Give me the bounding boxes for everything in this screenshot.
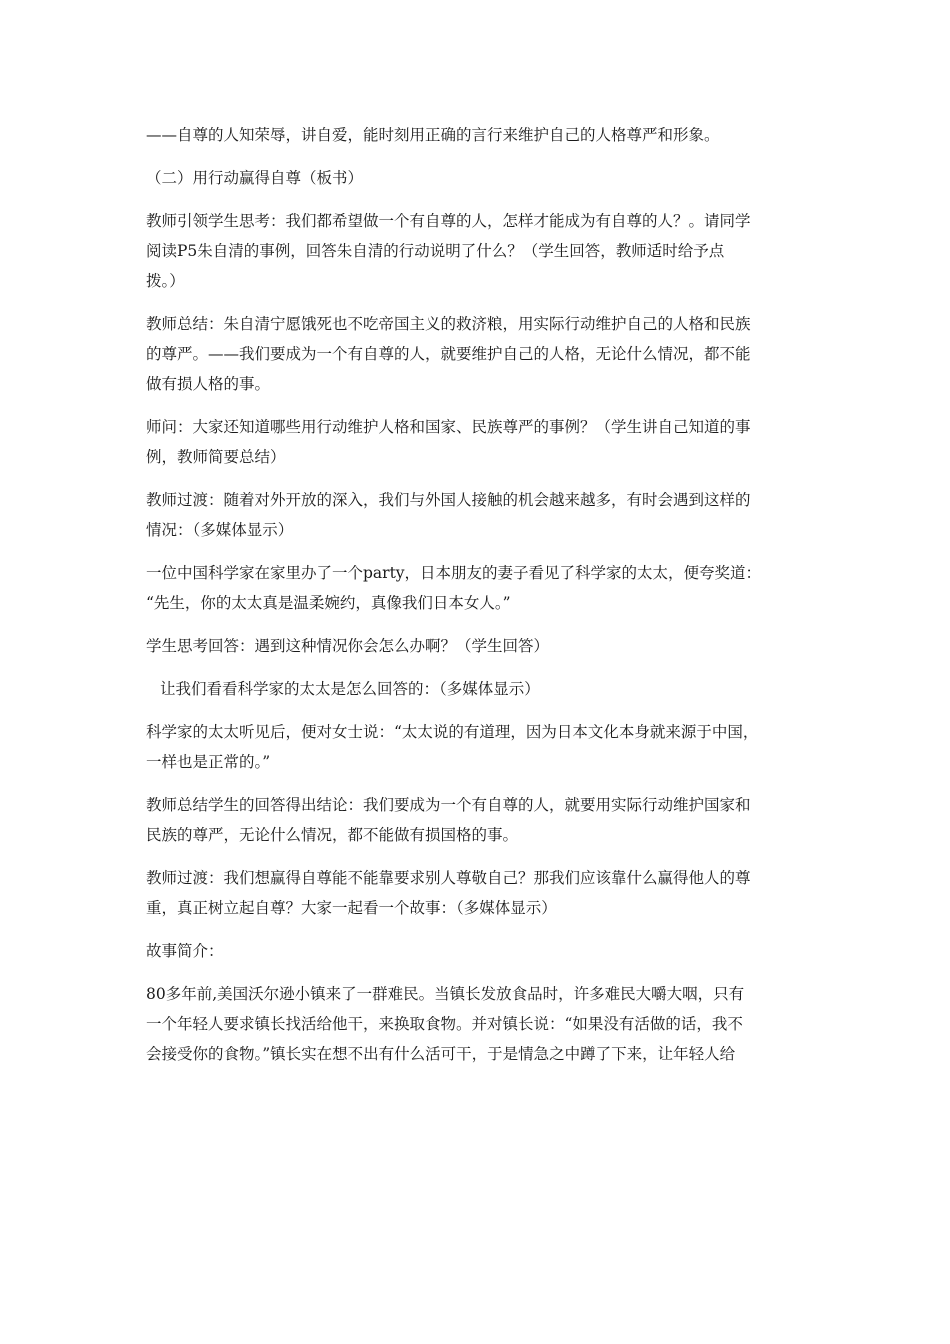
- paragraph: [146, 790, 810, 850]
- text-line: 会接受你的食物。”镇长实在想不出有什么活可干，于是情急之中蹲了下来，让年轻人给: [146, 1045, 736, 1063]
- paragraph: [146, 674, 810, 704]
- text-line: 师问：大家还知道哪些用行动维护人格和国家、民族尊严的事例？（学生讲自己知道的事: [146, 418, 751, 436]
- paragraph: [146, 309, 810, 399]
- paragraph: [146, 717, 810, 777]
- text-line: 阅读P5朱自清的事例，回答朱自清的行动说明了什么？（学生回答，教师适时给予点: [146, 242, 725, 260]
- paragraph: [146, 206, 810, 296]
- text-line: 教师总结：朱自清宁愿饿死也不吃帝国主义的救济粮，用实际行动维护自己的人格和民族: [146, 315, 751, 333]
- text-line: 故事简介：: [146, 942, 224, 960]
- text-line: 做有损人格的事。: [146, 375, 271, 393]
- text-line: 例，教师简要总结）: [146, 448, 286, 466]
- text-line: 让我们看看科学家的太太是怎么回答的：（多媒体显示）: [160, 680, 540, 698]
- text-line: 科学家的太太听见后，便对女士说：“太太说的有道理，因为日本文化本身就来源于中国，: [146, 723, 759, 741]
- paragraph: [146, 979, 810, 1069]
- text-line: 重，真正树立起自尊？大家一起看一个故事：（多媒体显示）: [146, 899, 557, 917]
- text-line: 一样也是正常的。”: [146, 753, 271, 771]
- paragraph: [146, 120, 810, 150]
- text-line: “先生，你的太太真是温柔婉约，真像我们日本女人。”: [146, 594, 511, 612]
- text-line: 情况：（多媒体显示）: [146, 521, 294, 539]
- text-line: （二）用行动赢得自尊（板书）: [146, 169, 364, 187]
- text-line: 教师引领学生思考：我们都希望做一个有自尊的人，怎样才能成为有自尊的人？。请同学: [146, 212, 751, 230]
- text-line: 教师总结学生的回答得出结论：我们要成为一个有自尊的人，就要用实际行动维护国家和: [146, 796, 751, 814]
- text-line: 教师过渡：随着对外开放的深入，我们与外国人接触的机会越来越多，有时会遇到这样的: [146, 491, 751, 509]
- text-line: 的尊严。——我们要成为一个有自尊的人，就要维护自己的人格，无论什么情况，都不能: [146, 345, 751, 363]
- paragraph: [146, 412, 810, 472]
- paragraph: [146, 936, 810, 966]
- document-body: [146, 120, 810, 1069]
- text-line: 学生思考回答：遇到这种情况你会怎么办啊？（学生回答）: [146, 637, 550, 655]
- paragraph: [146, 863, 810, 923]
- text-line: ——自尊的人知荣辱，讲自爱，能时刻用正确的言行来维护自己的人格尊严和形象。: [146, 126, 720, 144]
- paragraph: [146, 485, 810, 545]
- text-line: 拨。）: [146, 272, 185, 290]
- text-line: 民族的尊严，无论什么情况，都不能做有损国格的事。: [146, 826, 519, 844]
- text-line: 教师过渡：我们想赢得自尊能不能靠要求别人尊敬自己？那我们应该靠什么赢得他人的尊: [146, 869, 751, 887]
- text-line: 80多年前,美国沃尔逊小镇来了一群难民。当镇长发放食品时，许多难民大嚼大咽，只有: [146, 985, 745, 1003]
- text-line: 一个年轻人要求镇长找活给他干，来换取食物。并对镇长说：“如果没有活做的话，我不: [146, 1015, 743, 1033]
- paragraph: [146, 558, 810, 618]
- paragraph: [146, 631, 810, 661]
- paragraph: [146, 163, 810, 193]
- text-line: 一位中国科学家在家里办了一个party，日本朋友的妻子看见了科学家的太太，便夸奖道：: [146, 564, 762, 582]
